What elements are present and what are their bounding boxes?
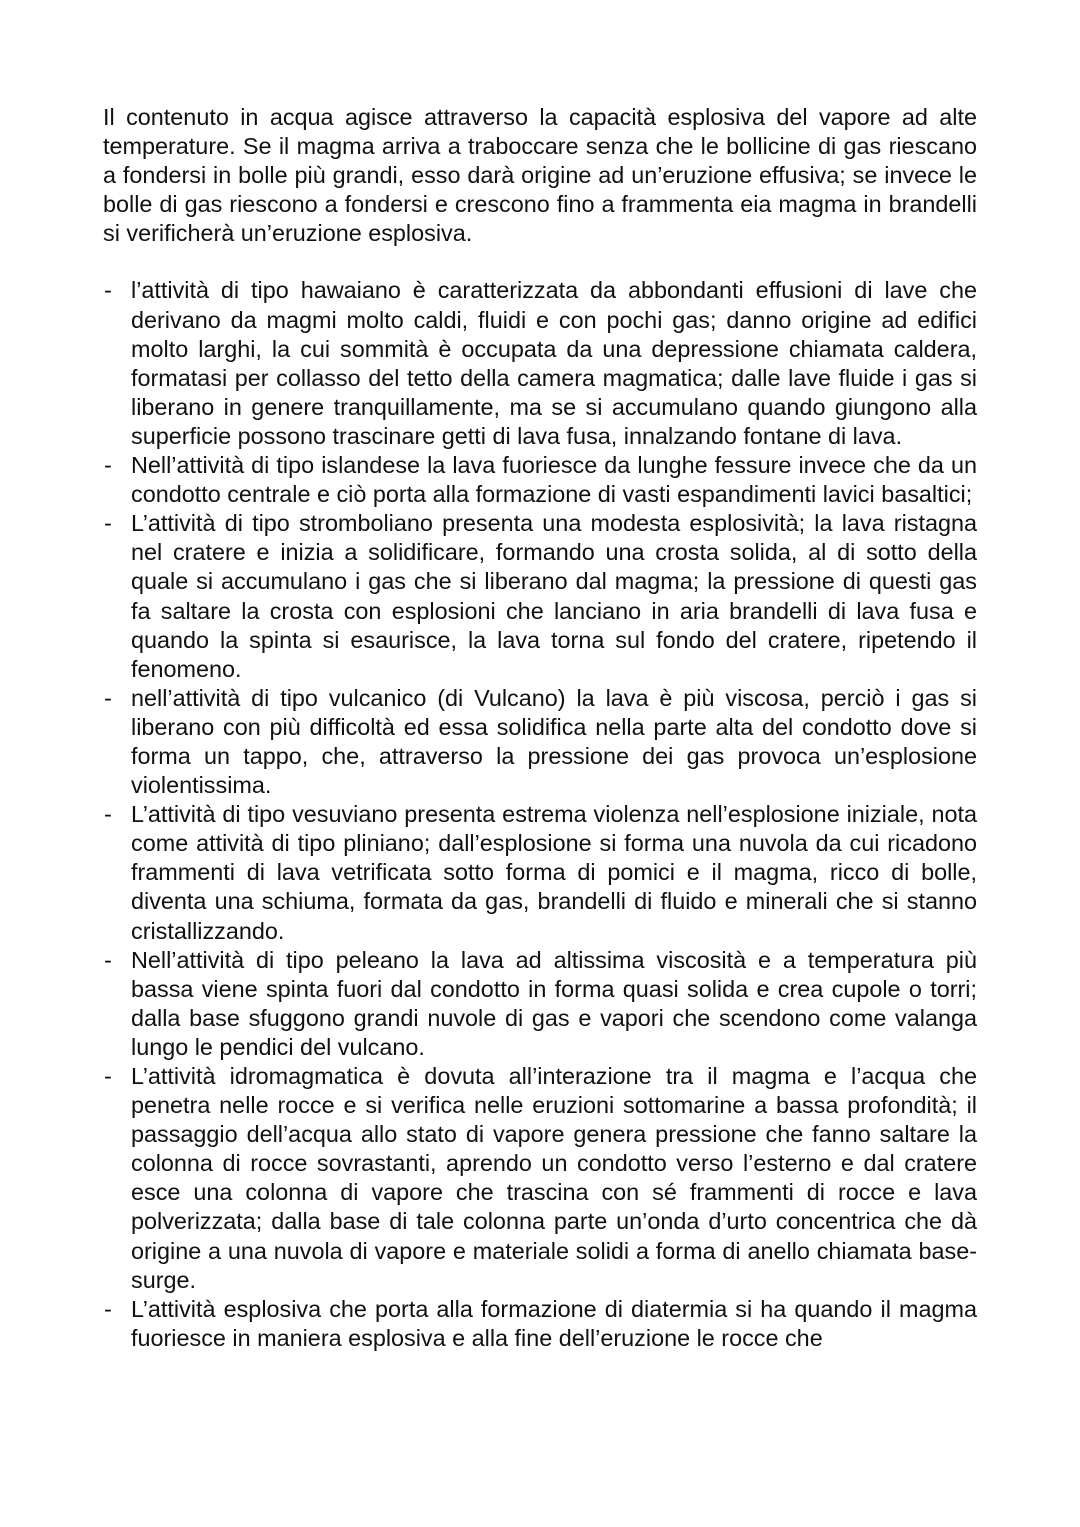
list-item-text: L’attività idromagmatica è dovuta all’interazione tra il magma e l’acqua che penetra nelle rocce e si verifica nelle eruzioni sottomarine a bassa profondità; il passaggio dell’acqua allo stato di vapore genera pressione che fanno saltare la colonna di rocce sovrastanti, aprendo un condotto verso l’esterno e dal cratere esce una colonna di vapore che trascina con sé frammenti di rocce e lava polverizzata; dalla base di tale colonna parte un’onda d’urto concentrica che dà origine a una nuvola di vapore e materiale solidi a forma di anello chiamata base-surge.: [131, 1063, 977, 1293]
list-item-text: Nell’attività di tipo peleano la lava ad altissima viscosità e a temperatura più bassa viene spinta fuori dal condotto in forma quasi solida e crea cupole o torri; dalla base sfuggono grandi nuvole di gas e vapori che scendono come valanga lungo le pendici del vulcano.: [131, 946, 977, 1060]
bullet-dash: -: [104, 1295, 112, 1322]
list-item-text: L’attività esplosiva che porta alla formazione di diatermia si ha quando il magma fuoriesce in maniera esplosiva e alla fine dell’eruzione le rocce che: [131, 1295, 977, 1351]
list-item-vesuvian: [103, 800, 977, 945]
list-item-vulcanian: [103, 684, 977, 800]
bullet-dash: -: [104, 684, 112, 711]
list-item-text: Nell’attività di tipo islandese la lava fuoriesce da lunghe fessure invece che da un condotto centrale e ciò porta alla formazione di vasti espandimenti lavici basaltici;: [131, 452, 977, 508]
list-item-text: l’attività di tipo hawaiano è caratterizzata da abbondanti effusioni di lave che derivano da magmi molto caldi, fluidi e con pochi gas; danno origine ad edifici molto larghi, la cui sommità è occupata da una depressione chiamata caldera, formatasi per collasso del tetto della camera magmatica; dalle lave fluide i gas si liberano in genere tranquillamente, ma se si accumulano quando giungono alla superficie possono trascinare getti di lava fusa, innalzando fontane di lava.: [131, 277, 977, 449]
bullet-dash: -: [104, 801, 112, 828]
eruption-types-list: [103, 276, 977, 1352]
bullet-dash: -: [104, 510, 112, 537]
list-item-text: L’attività di tipo vesuviano presenta estrema violenza nell’esplosione iniziale, nota come attività di tipo pliniano; dall’esplosione si forma una nuvola da cui ricadono frammenti di lava vetrificata sotto forma di pomici e il magma, ricco di bolle, diventa una schiuma, formata da gas, brandelli di fluido e minerali che si stanno cristallizzando.: [131, 801, 977, 944]
list-item-text: nell’attività di tipo vulcanico (di Vulcano) la lava è più viscosa, perciò i gas si liberano con più difficoltà ed essa solidifica nella parte alta del condotto dove si forma un tappo, che, attraverso la pressione dei gas provoca un’esplosione violentissima.: [131, 684, 977, 799]
list-item-pelean: [103, 946, 977, 1062]
list-item-text: L’attività di tipo stromboliano presenta una modesta esplosività; la lava ristagna nel cratere e inizia a solidificare, formando una crosta solida, al di sotto della quale si accumulano i gas che si liberano dal magma; la pressione di questi gas fa saltare la crosta con esplosioni che lanciano in aria brandelli di lava fusa e quando la spinta si esaurisce, la lava torna sul fondo del cratere, ripetendo il fenomeno.: [131, 510, 977, 682]
bullet-dash: -: [104, 452, 112, 479]
bullet-dash: -: [104, 946, 112, 973]
list-item-strombolian: [103, 509, 977, 684]
intro-paragraph: Il contenuto in acqua agisce attraverso la capacità esplosiva del vapore ad alte temperature. Se il magma arriva a traboccare senza che le bollicine di gas riescano a fondersi in bolle più grandi, esso darà origine ad un’eruzione effusiva; se invece le bolle di gas riescono a fondersi e crescono fino a frammenta eia magma in brandelli si verificherà un’eruzione esplosiva.: [103, 104, 977, 247]
bullet-dash: -: [104, 1063, 112, 1089]
list-item-hawaiian: [103, 276, 977, 451]
list-item-diatreme: [103, 1295, 977, 1353]
list-item-hydromagmatic: [103, 1062, 977, 1295]
list-item-icelandic: [103, 451, 977, 509]
bullet-dash: -: [104, 277, 112, 304]
document-page: [103, 103, 977, 1353]
